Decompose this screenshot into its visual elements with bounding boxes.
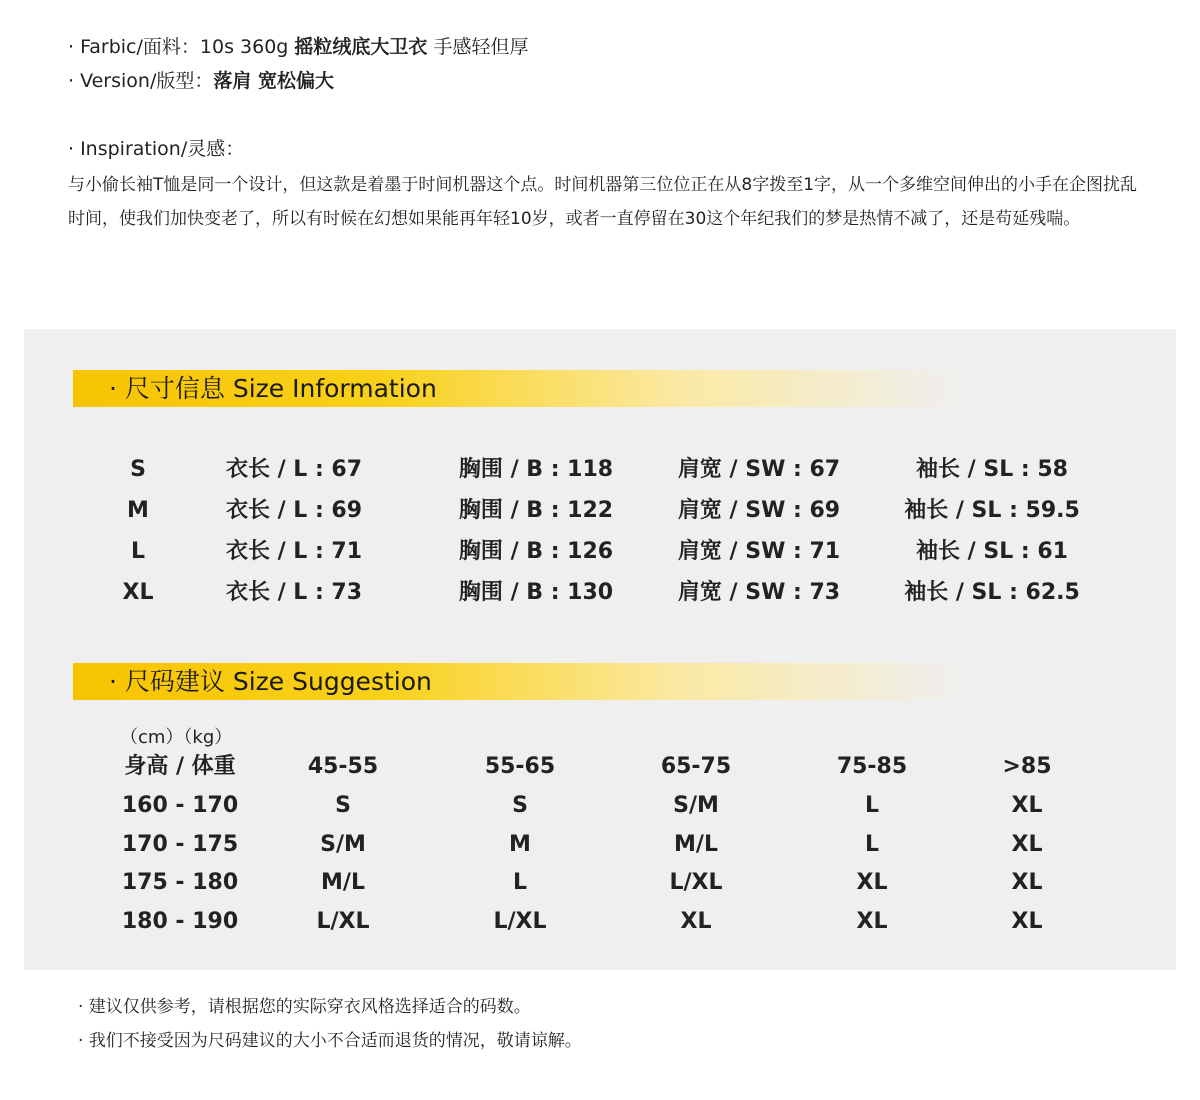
- size-info-sleeve: 袖长 / SL : 61: [916, 539, 1068, 564]
- suggestion-size: XL: [856, 909, 888, 935]
- suggestion-size: XL: [1011, 909, 1043, 935]
- version-bold: 落肩 宽松偏大: [213, 70, 334, 92]
- suggestion-size: M: [509, 831, 531, 857]
- size-info-size: XL: [122, 580, 154, 605]
- suggestion-height: 160 - 170: [121, 792, 239, 818]
- suggestion-header-cell: >85: [1002, 754, 1052, 779]
- suggestion-size: XL: [1011, 792, 1043, 818]
- size-info-length: 衣长 / L : 71: [225, 539, 363, 564]
- size-info-size: M: [127, 498, 149, 523]
- note-1: · 建议仅供参考，请根据您的实际穿衣风格选择适合的码数。: [78, 997, 531, 1017]
- fabric-line: [68, 30, 1148, 64]
- size-info-shoulder: 肩宽 / SW : 73: [677, 580, 841, 605]
- units-label: （cm）（kg）: [120, 727, 233, 748]
- fabric-rest: 手感轻但厚: [427, 36, 529, 58]
- suggestion-height: 175 - 180: [121, 870, 239, 896]
- suggestion-size: L: [864, 792, 880, 818]
- suggestion-size: M/L: [321, 870, 365, 896]
- suggestion-header-cell: 75-85: [836, 754, 908, 779]
- size-info-shoulder: 肩宽 / SW : 69: [677, 498, 841, 523]
- suggestion-size: XL: [1011, 870, 1043, 896]
- size-info-bust: 胸围 / B : 122: [458, 498, 614, 523]
- size-info-header: [73, 370, 963, 407]
- size-info-title: · 尺寸信息 Size Information: [109, 374, 437, 403]
- size-info-shoulder: 肩宽 / SW : 71: [677, 539, 841, 564]
- size-info-sleeve: 袖长 / SL : 58: [916, 457, 1068, 482]
- size-panel: [24, 329, 1176, 970]
- size-info-bust: 胸围 / B : 118: [458, 457, 614, 482]
- suggestion-header-cell: 45-55: [307, 754, 379, 779]
- suggestion-size: L: [864, 831, 880, 857]
- suggestion-size: L: [512, 870, 528, 896]
- suggestion-header-cell: 55-65: [484, 754, 556, 779]
- suggestion-header-cell: 65-75: [660, 754, 732, 779]
- suggestion-size: S/M: [320, 831, 366, 857]
- size-info-size: S: [130, 457, 146, 482]
- product-intro: [68, 30, 1148, 236]
- size-info-length: 衣长 / L : 67: [225, 457, 363, 482]
- size-info-length: 衣长 / L : 69: [225, 498, 363, 523]
- inspiration-text: 与小偷长袖T恤是同一个设计，但这款是着墨于时间机器这个点。时间机器第三位位正在从8字拨至1字，从一个多维空间伸出的小手在企图扰乱时间，使我们加快变老了，所以有时候在幻想如果能再年轻10岁，或者一直停留在30这个年纪我们的梦是热情不减了，还是苟延残喘。: [68, 175, 1138, 229]
- suggestion-size: L/XL: [316, 909, 370, 935]
- fabric-bold: 摇粒绒底大卫衣: [294, 36, 428, 58]
- note-2: · 我们不接受因为尺码建议的大小不合适而退货的情况，敬请谅解。: [78, 1031, 582, 1051]
- size-info-size: L: [130, 539, 146, 564]
- version-label: · Version/版型：: [68, 70, 214, 92]
- size-info-bust: 胸围 / B : 130: [458, 580, 614, 605]
- suggestion-size: XL: [680, 909, 712, 935]
- notes: [78, 990, 582, 1058]
- suggestion-height: 170 - 175: [121, 831, 239, 857]
- suggestion-size: XL: [1011, 831, 1043, 857]
- inspiration-label: · Inspiration/灵感：: [68, 138, 245, 160]
- suggestion-size: L/XL: [669, 870, 723, 896]
- size-suggestion-title: · 尺码建议 Size Suggestion: [109, 667, 432, 696]
- suggestion-size: L/XL: [493, 909, 547, 935]
- size-info-sleeve: 袖长 / SL : 62.5: [904, 580, 1080, 605]
- size-info-shoulder: 肩宽 / SW : 67: [677, 457, 841, 482]
- suggestion-size: S: [512, 792, 528, 818]
- suggestion-height: 180 - 190: [121, 909, 239, 935]
- suggestion-size: M/L: [674, 831, 718, 857]
- version-line: [68, 64, 1148, 98]
- suggestion-size: XL: [856, 870, 888, 896]
- suggestion-size: S: [335, 792, 351, 818]
- fabric-label: · Farbic/面料：10s 360g: [68, 36, 295, 58]
- size-suggestion-header: [73, 663, 963, 700]
- suggestion-size: S/M: [673, 792, 719, 818]
- size-info-bust: 胸围 / B : 126: [458, 539, 614, 564]
- size-info-length: 衣长 / L : 73: [225, 580, 363, 605]
- suggestion-header-cell: 身高 / 体重: [124, 754, 236, 779]
- size-info-sleeve: 袖长 / SL : 59.5: [904, 498, 1080, 523]
